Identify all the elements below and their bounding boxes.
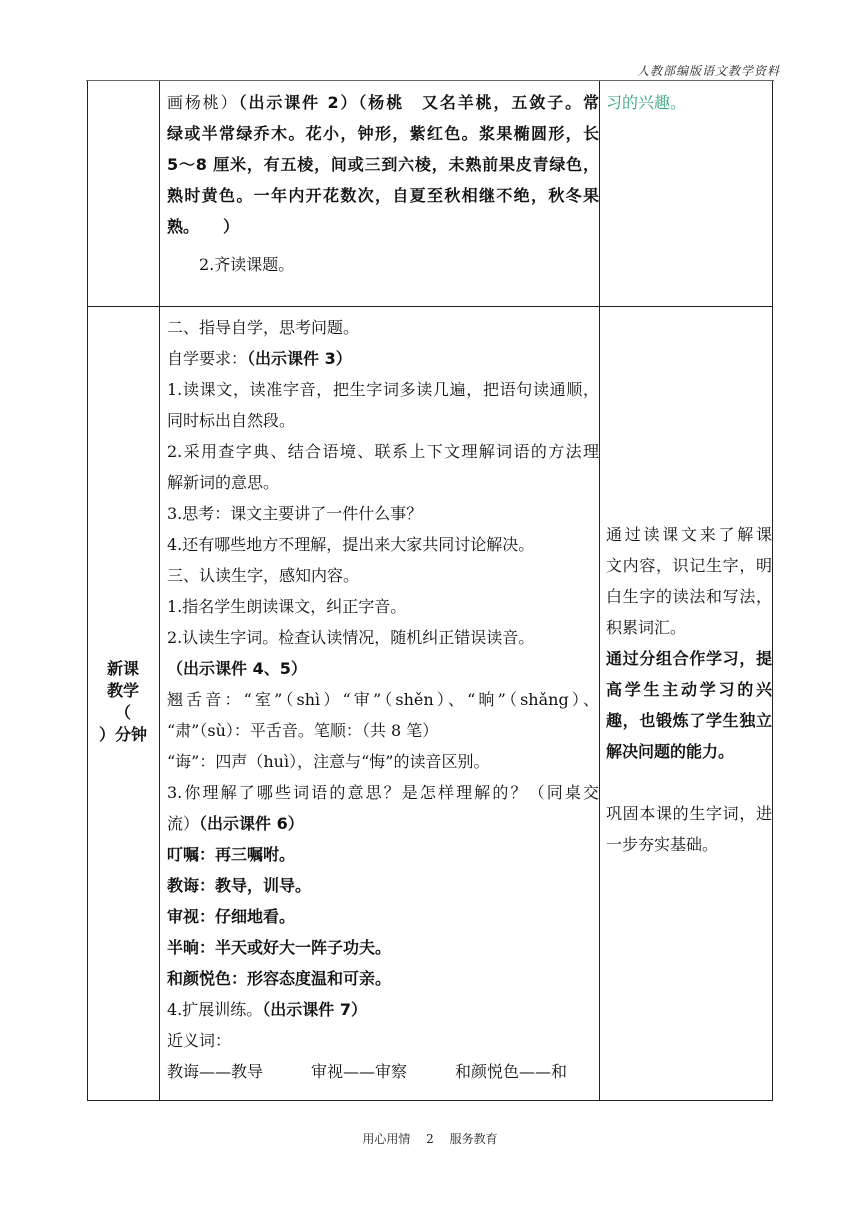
row-separator [87,306,773,307]
content-line [167,374,599,405]
text-segment: （出示课件 6） [199,814,304,833]
text-segment: 2.认读生字词。检查认读情况，随机纠正错误读音。 [167,628,535,647]
text-segment: 和颜悦色：形容态度温和可亲。 [167,969,392,988]
text-segment: 自学要求： [167,349,248,368]
footer [0,1130,860,1147]
text-segment: 翘舌音：“室”（shì）“审”（shěn）、“晌”（shǎng）、 [167,690,599,709]
content-line [167,405,599,436]
content-line [167,1025,599,1056]
text-segment: “肃”（sù）：平舌音。笔顺：（共 8 笔） [167,721,439,740]
header-rule [86,80,774,81]
text-segment: 2.采用查字典、结合语境、联系上下文理解词语的方法理 [167,442,599,461]
text-segment: 1.读课文，读准字音，把生字词多读几遍，把语句读通顺， [167,380,599,399]
text-segment: 熟。 ） [167,217,240,236]
content-line [167,436,599,467]
note-line: 通过分组合作学习，提 [606,649,772,668]
text-segment: 熟时黄色。一年内开花数次，自夏至秋相继不绝，秋冬果 [167,186,599,205]
content-line [167,684,599,715]
content-line [167,994,599,1025]
content-line [167,808,599,839]
text-segment: 1.指名学生朗读课文，纠正字音。 [167,597,407,616]
content-line [167,343,599,374]
text-segment: 4.扩展训练。 [167,1000,263,1019]
content-line [167,715,599,746]
text-segment: 二、指导自学，思考问题。 [167,318,360,337]
content-line [167,560,599,591]
text-segment: 近义词： [167,1031,232,1050]
content-line [167,963,599,994]
label-line: 新课 [106,659,139,678]
note-line: 积累词汇。 [606,618,687,637]
label-line: ）分钟 [98,725,147,744]
note-line: 巩固本课的生字词，进 [606,804,772,823]
content-line [167,777,599,808]
table-divider-1 [159,81,160,1101]
content-line [167,591,599,622]
text-segment: （出示课件 4、5） [167,659,307,678]
content-line [167,901,599,932]
table-border-left [87,81,88,1101]
label-line: 教学 [106,681,139,700]
content-line [167,839,599,870]
text-segment: 流） [167,814,200,833]
header-text: 人教部编版语文教学资料 [636,64,780,78]
text-segment: 三、认读生字，感知内容。 [167,566,360,585]
text-segment: （出示课件 7） [262,1000,367,1019]
content-line [167,211,599,242]
row1-note: 习的兴趣。 [606,93,687,112]
text-segment: 解新词的意思。 [167,473,280,492]
text-segment: 教诲：教导，训导。 [167,876,312,895]
row2-notes [606,519,772,860]
row2-main-content [167,312,599,1087]
content-line [167,746,599,777]
table-divider-2 [599,81,600,1101]
note-line: 高学生主动学习的兴 [606,680,772,699]
content-line [167,467,599,498]
text-segment: 3.你理解了哪些词语的意思？是怎样理解的？（同桌交 [167,783,599,802]
note-line: 解决问题的能力。 [606,742,735,761]
text-segment: “诲”：四声（huì），注意与“悔”的读音区别。 [167,752,490,771]
note-line: 通过读课文来了解课 [606,525,772,544]
content-line [167,312,599,343]
note-line [606,767,772,798]
note-line: 趣，也锻炼了学生独立 [606,711,772,730]
text-segment: 教诲——教导 审视——审察 和颜悦色——和 [167,1062,568,1081]
content-line [167,498,599,529]
note-line: 一步夯实基础。 [606,835,719,854]
content-line [167,653,599,684]
table-border-right [772,81,773,1101]
section-label [88,658,158,746]
footer-right: 服务教育 [449,1132,498,1146]
text-segment: 画杨桃） [167,93,239,112]
note-line: 文内容，识记生字，明 [606,556,772,575]
text-segment: 同时标出自然段。 [167,411,296,430]
text-segment: 半晌：半天或好大一阵子功夫。 [167,938,392,957]
content-line [167,87,599,118]
text-segment: 叮嘱：再三嘱咐。 [167,845,296,864]
content-line [167,529,599,560]
note-line: 白生字的读法和写法， [606,587,772,606]
content-line [167,118,599,149]
content-line [167,149,599,180]
text-segment: 绿或半常绿乔木。花小，钟形，紫红色。浆果椭圆形，长 [167,124,599,143]
content-line [167,932,599,963]
page-number: 2 [426,1132,434,1146]
row1-main-content [167,87,599,242]
content-line [167,622,599,653]
table-border-bottom [87,1100,773,1101]
content-line [167,1056,599,1087]
text-segment: （出示课件 2）（杨桃 又名羊桃，五敛子。常 [238,93,599,112]
content-line [167,180,599,211]
text-segment: 审视：仔细地看。 [167,907,296,926]
text-segment: （出示课件 3） [247,349,352,368]
label-line: （ [114,703,131,722]
text-segment: 3.思考：课文主要讲了一件什么事？ [167,504,423,523]
text-segment: 4.还有哪些地方不理解，提出来大家共同讨论解决。 [167,535,535,554]
text-segment: 5～8 厘米，有五棱，间或三到六棱，未熟前果皮青绿色， [167,155,599,174]
row1-item-2: 2.齐读课题。 [199,255,295,274]
footer-left: 用心用情 [362,1132,411,1146]
content-line [167,870,599,901]
